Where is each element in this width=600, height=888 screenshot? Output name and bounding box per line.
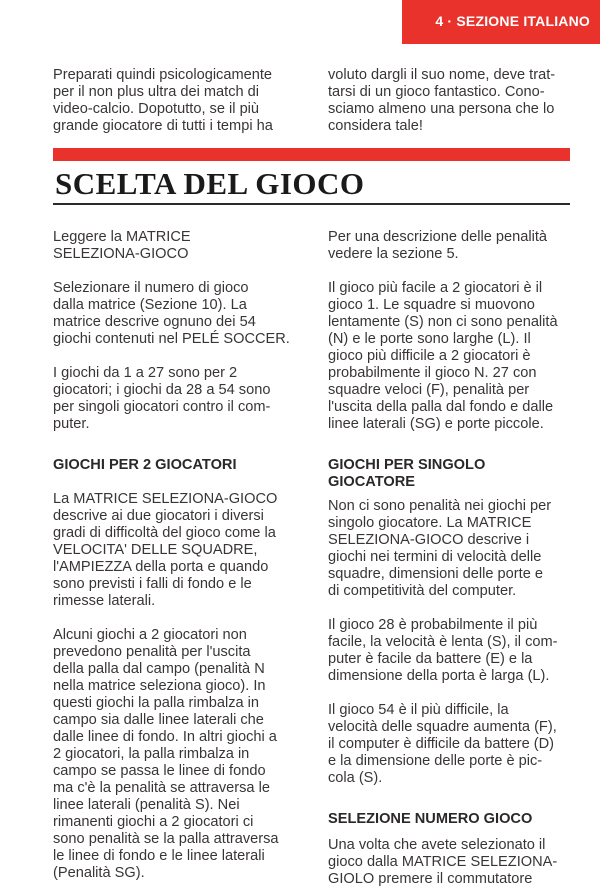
text-line: lentamente (S) non ci sono penalità	[328, 314, 558, 330]
subheading-single-player-cont: GIOCATORE	[328, 474, 416, 490]
text-line: probabilmente il gioco N. 27 con	[328, 365, 537, 381]
text-line: sciamo almeno una persona che lo	[328, 101, 555, 117]
text-line: La MATRICE SELEZIONA-GIOCO	[53, 491, 278, 507]
text-line: gioco più difficile a 2 giocatori è	[328, 348, 531, 364]
section-title: SCELTA DEL GIOCO	[55, 166, 365, 201]
text-line: Il gioco più facile a 2 giocatori è il	[328, 280, 543, 296]
text-line: giochi nei termini di velocità delle	[328, 549, 542, 565]
text-line: le linee di fondo e le linee laterali	[53, 848, 265, 864]
text-line: Una volta che avete selezionato il	[328, 837, 546, 853]
text-line: tarsi di un gioco fantastico. Cono-	[328, 84, 545, 100]
text-line: nella matrice seleziona gioco). In	[53, 678, 266, 694]
text-line: campo se passa le linee di fondo	[53, 763, 266, 779]
text-line: campo sia dalle linee laterali che	[53, 712, 264, 728]
text-line: linee laterali (penalità S). Nei	[53, 797, 240, 813]
text-line: linee laterali (SG) e porte piccole.	[328, 416, 544, 432]
red-divider-bar	[53, 148, 570, 161]
text-line: velocità delle squadre aumenta (F),	[328, 719, 557, 735]
text-line: VELOCITA' DELLE SQUADRE,	[53, 542, 258, 558]
text-line: Per una descrizione delle penalità	[328, 229, 548, 245]
text-line: GIOLO premere il commutatore	[328, 871, 533, 887]
section-label: 4 · SEZIONE ITALIANO	[435, 13, 590, 29]
header-band	[402, 0, 600, 44]
text-line: gradi di difficoltà del gioco come la	[53, 525, 276, 541]
text-line: I giochi da 1 a 27 sono per 2	[53, 365, 238, 381]
text-line: vedere la sezione 5.	[328, 246, 459, 262]
text-line: voluto dargli il suo nome, deve trat-	[328, 67, 556, 83]
text-line: SELEZIONA-GIOCO descrive i	[328, 532, 530, 548]
text-line: di competitività del computer.	[328, 583, 517, 599]
text-line: Selezionare il numero di gioco	[53, 280, 249, 296]
text-line: dalle linee di fondo. In altri giochi a	[53, 729, 277, 745]
subheading-single-player: GIOCHI PER SINGOLO	[328, 457, 486, 473]
text-line: dalla matrice (Sezione 10). La	[53, 297, 247, 313]
text-line: gioco 1. Le squadre si muovono	[328, 297, 535, 313]
text-line: l'uscita della palla dal fondo e dalle	[328, 399, 554, 415]
text-line: l'AMPIEZZA della porta e quando	[53, 559, 269, 575]
text-line: grande giocatore di tutti i tempi ha	[53, 118, 273, 134]
text-line: dimensione della porta è larga (L).	[328, 668, 550, 684]
intro-right-column	[328, 67, 578, 135]
text-line: 2 giocatori, la palla rimbalza in	[53, 746, 250, 762]
text-line: rimanenti giochi a 2 giocatori ci	[53, 814, 254, 830]
text-line: (Penalità SG).	[53, 865, 145, 881]
text-line: squadre, dimensioni delle porte e	[328, 566, 543, 582]
text-line: ma c'è la penalità se attraversa le	[53, 780, 270, 796]
text-line: prevedono penalità per l'uscita	[53, 644, 251, 660]
text-line: Preparati quindi psicologicamente	[53, 67, 273, 83]
main-right-column	[328, 229, 578, 888]
text-line: per singoli giocatori contro il com-	[53, 399, 271, 415]
text-line: cola (S).	[328, 770, 383, 786]
subheading-two-players: GIOCHI PER 2 GIOCATORI	[53, 457, 237, 473]
text-line: gioco dalla MATRICE SELEZIONA-	[328, 854, 558, 870]
text-line: descrive ai due giocatori i diversi	[53, 508, 264, 524]
text-line: puter.	[53, 416, 90, 432]
text-line: sono penalità se la palla attraversa	[53, 831, 279, 847]
text-line: della palla dal campo (penalità N	[53, 661, 265, 677]
text-line: (N) e le porte sono larghe (L). Il	[328, 331, 531, 347]
main-left-column	[53, 229, 318, 882]
text-line: Il gioco 28 è probabilmente il più	[328, 617, 538, 633]
text-line: squadre veloci (F), penalità per	[328, 382, 530, 398]
text-line: Alcuni giochi a 2 giocatori non	[53, 627, 247, 643]
text-line: per il non plus ultra dei match di	[53, 84, 260, 100]
text-line: questi giochi la palla rimbalza in	[53, 695, 260, 711]
text-line: singolo giocatore. La MATRICE	[328, 515, 532, 531]
text-line: giochi contenuti nel PELÉ SOCCER.	[53, 331, 290, 347]
subheading-game-number: SELEZIONE NUMERO GIOCO	[328, 811, 533, 827]
text-line: giocatori; i giochi da 28 a 54 sono	[53, 382, 271, 398]
text-line: Il gioco 54 è il più difficile, la	[328, 702, 509, 718]
text-line: matrice descrive ognuno dei 54	[53, 314, 256, 330]
intro-left-column	[53, 67, 318, 135]
text-line: considera tale!	[328, 118, 423, 134]
text-line: rimesse laterali.	[53, 593, 156, 609]
text-line: facile, la velocità è lenta (S), il com-	[328, 634, 558, 650]
text-line: e la dimensione delle porte è pic-	[328, 753, 543, 769]
text-line: sono previsti i falli di fondo e le	[53, 576, 252, 592]
text-line: puter è facile da battere (E) e la	[328, 651, 533, 667]
text-line: Leggere la MATRICE	[53, 229, 191, 245]
text-line: Non ci sono penalità nei giochi per	[328, 498, 552, 514]
text-line: il computer è difficile da battere (D)	[328, 736, 555, 752]
title-rule	[53, 203, 570, 205]
text-line: video-calcio. Dopotutto, se il più	[53, 101, 260, 117]
text-line: SELEZIONA-GIOCO	[53, 246, 189, 262]
